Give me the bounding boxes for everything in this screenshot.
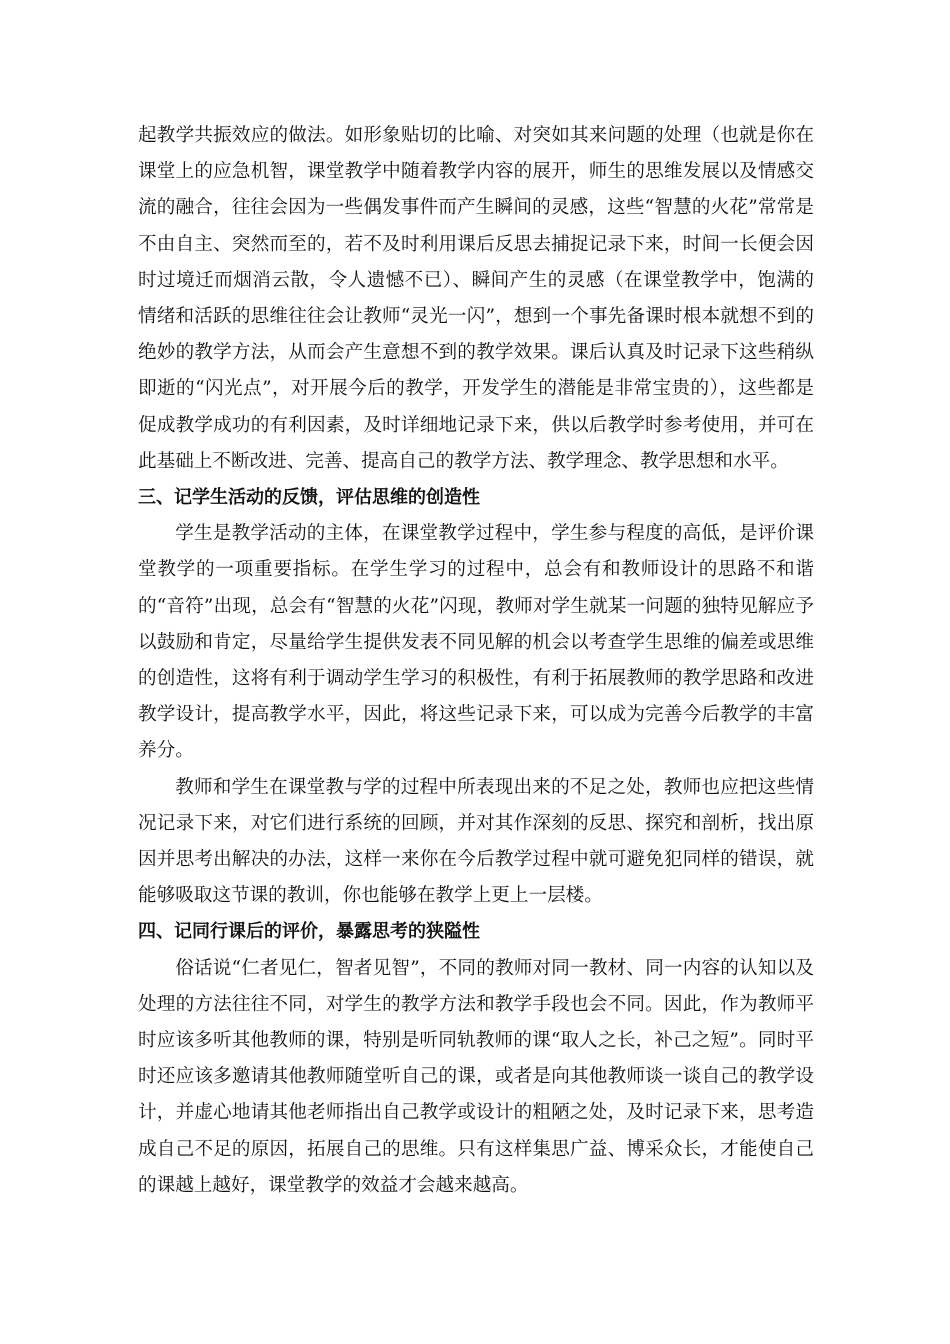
- paragraph-continued: 起教学共振效应的做法。如形象贴切的比喻、对突如其来问题的处理（也就是你在课堂上的应急机智，课堂教学中随着教学内容的展开，师生的思维发展以及情感交流的融合，往往会因为一些偶发事件而产生瞬间的灵感，这些“智慧的火花”常常是不由自主、突然而至的，若不及时利用课后反思去捕捉记录下来，时间一长便会因时过境迁而烟消云散，令人遗憾不已）、瞬间产生的灵感（在课堂教学中，饱满的情绪和活跃的思维往往会让教师“灵光一闪”，想到一个事先备课时根本就想不到的绝妙的教学方法，从而会产生意想不到的教学效果。课后认真及时记录下这些稍纵即逝的“闪光点”，对开展今后的教学，开发学生的潜能是非常宝贵的），这些都是促成教学成功的有利因素，及时详细地记录下来，供以后教学时参考使用，并可在此基础上不断改进、完善、提高自己的教学方法、教学理念、教学思想和水平。: [138, 125, 814, 472]
- paragraph-shortcomings: 教师和学生在课堂教与学的过程中所表现出来的不足之处，教师也应把这些情况记录下来，对它们进行系统的回顾，并对其作深刻的反思、探究和剖析，找出原因并思考出解决的办法，这样一来你在今后教学过程中就可避免犯同样的错误，就能够吸取这节课的教训，你也能够在教学上更上一层楼。: [138, 776, 814, 907]
- paragraph-student-feedback: 学生是教学活动的主体，在课堂教学过程中，学生参与程度的高低，是评价课堂教学的一项重要指标。在学生学习的过程中，总会有和教师设计的思路不和谐的“音符”出现，总会有“智慧的火花”闪现，教师对学生就某一问题的独特见解应予以鼓励和肯定，尽量给学生提供发表不同见解的机会以考查学生思维的偏差或思维的创造性，这将有利于调动学生学习的积极性，有利于拓展教师的教学思路和改进教学设计，提高教学水平，因此，将这些记录下来，可以成为完善今后教学的丰富养分。: [138, 523, 814, 762]
- section-heading-3: 三、记学生活动的反馈，评估思维的创造性: [138, 487, 480, 509]
- section-heading-4: 四、记同行课后的评价，暴露思考的狭隘性: [138, 921, 480, 943]
- paragraph-peer-review: 俗话说“仁者见仁，智者见智”，不同的教师对同一教材、同一内容的认知以及处理的方法往往不同，对学生的教学方法和教学手段也会不同。因此，作为教师平时应该多听其他教师的课，特别是听同轨教师的课“取人之长，补己之短”。同时平时还应该多邀请其他教师随堂听自己的课，或者是向其他教师谈一谈自己的教学设计，并虚心地请其他老师指出自己教学或设计的粗陋之处，及时记录下来，思考造成自己不足的原因，拓展自己的思维。只有这样集思广益、博采众长，才能使自己的课越上越好，课堂教学的效益才会越来越高。: [138, 957, 814, 1196]
- document-body: [138, 118, 814, 1204]
